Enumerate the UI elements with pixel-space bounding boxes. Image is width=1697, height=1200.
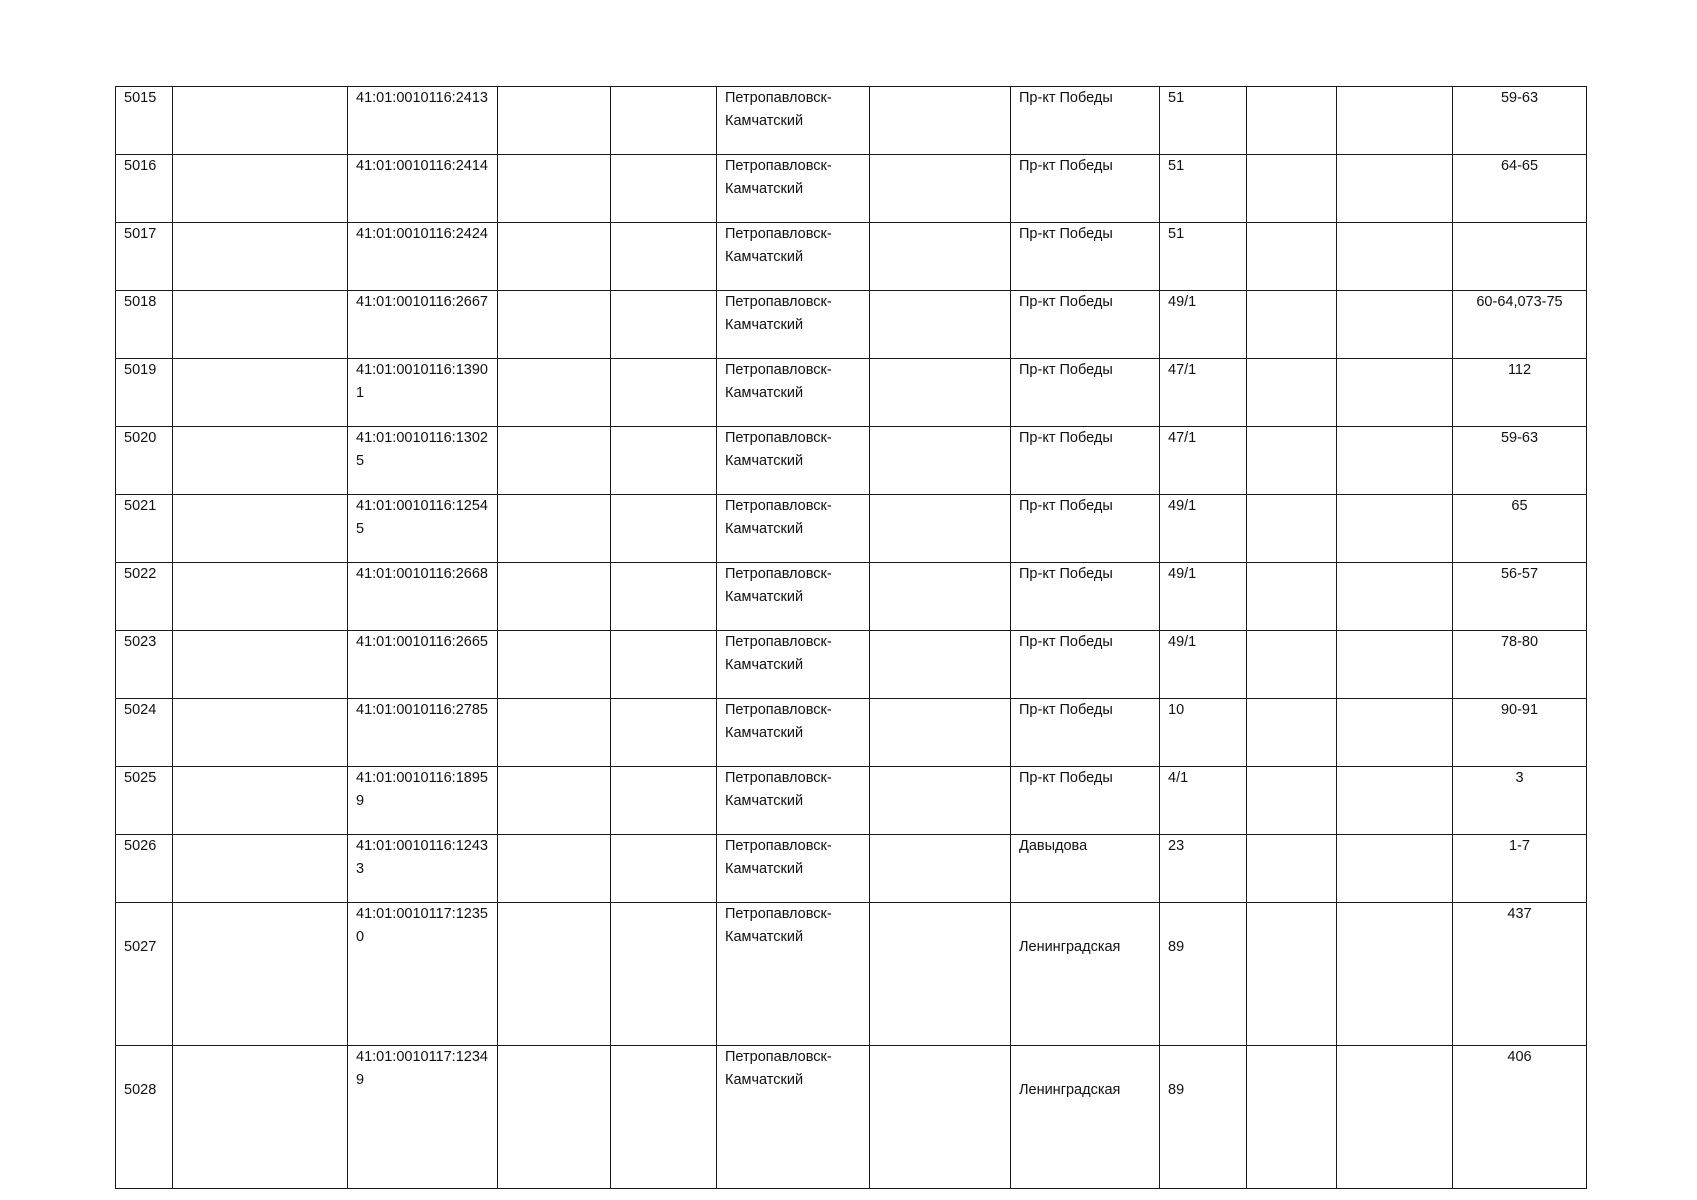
empty-cell [1337, 903, 1453, 1046]
empty-cell [1337, 495, 1453, 563]
table-row [116, 631, 1587, 699]
apartment-number: 3 [1453, 767, 1587, 835]
apartment-number: 406 [1453, 1046, 1587, 1189]
apartment-number: 90-91 [1453, 699, 1587, 767]
house-number: 51 [1160, 155, 1247, 223]
table-row [116, 767, 1587, 835]
empty-cell [870, 563, 1011, 631]
row-number: 5028 [116, 1046, 173, 1189]
empty-cell [870, 155, 1011, 223]
empty-cell [173, 631, 348, 699]
city-name: Петропавловск-Камчатский [717, 155, 870, 223]
cadastral-number: 41:01:0010116:13901 [348, 359, 498, 427]
apartment-number: 437 [1453, 903, 1587, 1046]
empty-cell [498, 495, 611, 563]
empty-cell [870, 631, 1011, 699]
city-name: Петропавловск-Камчатский [717, 1046, 870, 1189]
house-number: 47/1 [1160, 359, 1247, 427]
empty-cell [173, 699, 348, 767]
empty-cell [1247, 903, 1337, 1046]
empty-cell [498, 835, 611, 903]
row-number: 5021 [116, 495, 173, 563]
table-row [116, 291, 1587, 359]
empty-cell [1337, 835, 1453, 903]
house-number: 49/1 [1160, 495, 1247, 563]
cadastral-number: 41:01:0010116:2424 [348, 223, 498, 291]
empty-cell [1247, 359, 1337, 427]
empty-cell [611, 767, 717, 835]
house-number: 23 [1160, 835, 1247, 903]
row-number: 5019 [116, 359, 173, 427]
street-name: Пр-кт Победы [1011, 359, 1160, 427]
city-name: Петропавловск-Камчатский [717, 291, 870, 359]
empty-cell [611, 359, 717, 427]
table-row [116, 427, 1587, 495]
empty-cell [611, 495, 717, 563]
street-name: Ленинградская [1011, 1046, 1160, 1189]
empty-cell [1337, 359, 1453, 427]
empty-cell [870, 87, 1011, 155]
empty-cell [173, 835, 348, 903]
table-row [116, 155, 1587, 223]
empty-cell [1337, 223, 1453, 291]
empty-cell [1247, 427, 1337, 495]
street-name: Пр-кт Победы [1011, 87, 1160, 155]
apartment-number: 59-63 [1453, 87, 1587, 155]
table-row [116, 87, 1587, 155]
cadastral-number: 41:01:0010116:2785 [348, 699, 498, 767]
empty-cell [870, 495, 1011, 563]
empty-cell [611, 427, 717, 495]
empty-cell [498, 155, 611, 223]
empty-cell [1337, 1046, 1453, 1189]
empty-cell [498, 427, 611, 495]
street-name: Пр-кт Победы [1011, 699, 1160, 767]
empty-cell [498, 223, 611, 291]
street-name: Пр-кт Победы [1011, 427, 1160, 495]
apartment-number: 112 [1453, 359, 1587, 427]
house-number: 4/1 [1160, 767, 1247, 835]
row-number: 5024 [116, 699, 173, 767]
row-number: 5022 [116, 563, 173, 631]
apartment-number [1453, 223, 1587, 291]
empty-cell [173, 87, 348, 155]
cadastral-number: 41:01:0010116:2414 [348, 155, 498, 223]
empty-cell [1337, 767, 1453, 835]
empty-cell [870, 903, 1011, 1046]
table-row [116, 495, 1587, 563]
city-name: Петропавловск-Камчатский [717, 563, 870, 631]
empty-cell [1247, 1046, 1337, 1189]
registry-table-body [116, 87, 1587, 1189]
empty-cell [611, 631, 717, 699]
city-name: Петропавловск-Камчатский [717, 631, 870, 699]
street-name: Пр-кт Победы [1011, 291, 1160, 359]
empty-cell [1337, 699, 1453, 767]
street-name: Пр-кт Победы [1011, 223, 1160, 291]
city-name: Петропавловск-Камчатский [717, 903, 870, 1046]
row-number: 5015 [116, 87, 173, 155]
empty-cell [1337, 291, 1453, 359]
table-row [116, 1046, 1587, 1189]
empty-cell [498, 699, 611, 767]
empty-cell [1247, 155, 1337, 223]
row-number: 5027 [116, 903, 173, 1046]
empty-cell [611, 155, 717, 223]
empty-cell [1337, 427, 1453, 495]
city-name: Петропавловск-Камчатский [717, 87, 870, 155]
empty-cell [1247, 699, 1337, 767]
empty-cell [1337, 155, 1453, 223]
table-row [116, 563, 1587, 631]
empty-cell [611, 835, 717, 903]
empty-cell [1247, 87, 1337, 155]
empty-cell [173, 903, 348, 1046]
empty-cell [173, 427, 348, 495]
city-name: Петропавловск-Камчатский [717, 427, 870, 495]
empty-cell [498, 903, 611, 1046]
empty-cell [1247, 631, 1337, 699]
empty-cell [611, 699, 717, 767]
empty-cell [498, 291, 611, 359]
apartment-number: 60-64,073-75 [1453, 291, 1587, 359]
house-number: 49/1 [1160, 291, 1247, 359]
empty-cell [611, 1046, 717, 1189]
street-name: Пр-кт Победы [1011, 563, 1160, 631]
city-name: Петропавловск-Камчатский [717, 359, 870, 427]
empty-cell [173, 767, 348, 835]
house-number: 51 [1160, 87, 1247, 155]
empty-cell [1247, 495, 1337, 563]
empty-cell [498, 1046, 611, 1189]
empty-cell [1337, 563, 1453, 631]
city-name: Петропавловск-Камчатский [717, 495, 870, 563]
street-name: Пр-кт Победы [1011, 155, 1160, 223]
empty-cell [870, 427, 1011, 495]
row-number: 5017 [116, 223, 173, 291]
cadastral-number: 41:01:0010116:18959 [348, 767, 498, 835]
apartment-number: 56-57 [1453, 563, 1587, 631]
empty-cell [1247, 563, 1337, 631]
empty-cell [1337, 631, 1453, 699]
empty-cell [498, 359, 611, 427]
house-number: 89 [1160, 1046, 1247, 1189]
empty-cell [498, 563, 611, 631]
empty-cell [870, 223, 1011, 291]
house-number: 89 [1160, 903, 1247, 1046]
empty-cell [870, 1046, 1011, 1189]
empty-cell [870, 359, 1011, 427]
empty-cell [1247, 291, 1337, 359]
street-name: Пр-кт Победы [1011, 495, 1160, 563]
cadastral-number: 41:01:0010117:12350 [348, 903, 498, 1046]
empty-cell [173, 223, 348, 291]
empty-cell [611, 563, 717, 631]
cadastral-number: 41:01:0010116:13025 [348, 427, 498, 495]
table-row [116, 223, 1587, 291]
cadastral-number: 41:01:0010116:2668 [348, 563, 498, 631]
street-name: Давыдова [1011, 835, 1160, 903]
apartment-number: 65 [1453, 495, 1587, 563]
city-name: Петропавловск-Камчатский [717, 699, 870, 767]
apartment-number: 59-63 [1453, 427, 1587, 495]
empty-cell [611, 87, 717, 155]
empty-cell [611, 903, 717, 1046]
cadastral-number: 41:01:0010116:2665 [348, 631, 498, 699]
cadastral-number: 41:01:0010116:12433 [348, 835, 498, 903]
empty-cell [611, 291, 717, 359]
table-row [116, 835, 1587, 903]
house-number: 49/1 [1160, 631, 1247, 699]
house-number: 49/1 [1160, 563, 1247, 631]
row-number: 5025 [116, 767, 173, 835]
apartment-number: 78-80 [1453, 631, 1587, 699]
empty-cell [1337, 87, 1453, 155]
row-number: 5026 [116, 835, 173, 903]
row-number: 5018 [116, 291, 173, 359]
empty-cell [1247, 767, 1337, 835]
city-name: Петропавловск-Камчатский [717, 835, 870, 903]
empty-cell [173, 291, 348, 359]
street-name: Ленинградская [1011, 903, 1160, 1046]
empty-cell [611, 223, 717, 291]
empty-cell [173, 495, 348, 563]
cadastral-number: 41:01:0010117:12349 [348, 1046, 498, 1189]
empty-cell [870, 699, 1011, 767]
empty-cell [173, 1046, 348, 1189]
empty-cell [498, 631, 611, 699]
apartment-number: 1-7 [1453, 835, 1587, 903]
empty-cell [173, 563, 348, 631]
house-number: 10 [1160, 699, 1247, 767]
cadastral-number: 41:01:0010116:2413 [348, 87, 498, 155]
table-row [116, 903, 1587, 1046]
registry-table [115, 86, 1587, 1189]
empty-cell [498, 767, 611, 835]
row-number: 5020 [116, 427, 173, 495]
empty-cell [870, 291, 1011, 359]
apartment-number: 64-65 [1453, 155, 1587, 223]
cadastral-number: 41:01:0010116:2667 [348, 291, 498, 359]
city-name: Петропавловск-Камчатский [717, 767, 870, 835]
city-name: Петропавловск-Камчатский [717, 223, 870, 291]
table-row [116, 359, 1587, 427]
empty-cell [870, 767, 1011, 835]
cadastral-number: 41:01:0010116:12545 [348, 495, 498, 563]
empty-cell [1247, 223, 1337, 291]
empty-cell [1247, 835, 1337, 903]
table-row [116, 699, 1587, 767]
row-number: 5016 [116, 155, 173, 223]
house-number: 47/1 [1160, 427, 1247, 495]
row-number: 5023 [116, 631, 173, 699]
street-name: Пр-кт Победы [1011, 631, 1160, 699]
empty-cell [870, 835, 1011, 903]
empty-cell [498, 87, 611, 155]
house-number: 51 [1160, 223, 1247, 291]
street-name: Пр-кт Победы [1011, 767, 1160, 835]
empty-cell [173, 359, 348, 427]
empty-cell [173, 155, 348, 223]
